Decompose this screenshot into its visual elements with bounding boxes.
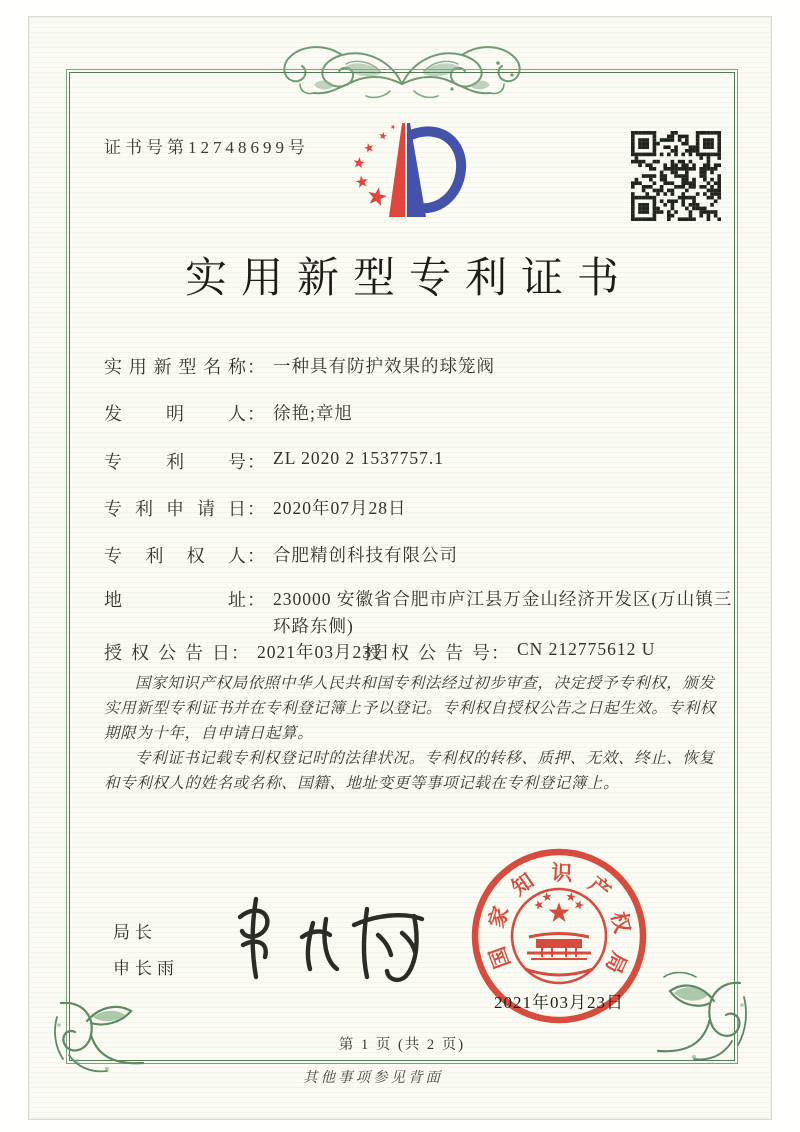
seal-date: 2021年03月23日 [494, 993, 624, 1012]
signer-name: 申长雨 [113, 959, 179, 978]
svg-text:知: 知 [507, 868, 539, 901]
signer-block [113, 915, 179, 987]
svg-text:产: 产 [583, 871, 616, 904]
svg-text:权: 权 [606, 909, 635, 936]
grant-number-pair: 授权公告号： CN 212775612 U [364, 639, 656, 663]
page-number: 第 1 页 (共 2 页) [338, 1037, 466, 1053]
field-label: 专利权人 [104, 546, 246, 566]
field-label: 实用新型名称 [104, 357, 246, 377]
field-row-address: 地址： 230000 安徽省合肥市庐江县万金山经济开发区(万山镇三环路东侧) [104, 586, 745, 640]
field-value: 一种具有防护效果的球笼阀 [273, 356, 495, 376]
signer-title: 局长 [113, 923, 157, 942]
legal-body-text [104, 671, 728, 796]
field-value: 230000 安徽省合肥市庐江县万金山经济开发区(万山镇三环路东侧) [273, 589, 733, 636]
bottom-right-vine-ornament [651, 969, 756, 1077]
back-side-note: 其他事项参见背面 [303, 1070, 443, 1086]
field-row-inventor: 发明人： 徐艳;章旭 [104, 400, 353, 426]
field-row-patentee: 专利权人： 合肥精创科技有限公司 [104, 542, 458, 568]
field-label: 专利号 [104, 452, 246, 472]
svg-text:识: 识 [550, 860, 573, 886]
certificate-title: 实用新型专利证书 [184, 256, 633, 302]
field-row-patent-number: 专利号： ZL 2020 2 1537757.1 [104, 448, 444, 472]
qr-code [631, 131, 721, 221]
field-row-filing-date: 专利申请日： 2020年07月28日 [104, 495, 407, 521]
field-row-invention-name: 实用新型名称： 一种具有防护效果的球笼阀 [104, 353, 495, 379]
legal-paragraph-1: 国家知识产权局依照中华人民共和国专利法经过初步审查，决定授予专利权，颁发实用新型专利证书并在专利登记簿上予以登记。专利权自授权公告之日起生效。专利权期限为十年，自申请日起算。 [104, 675, 716, 742]
cnipa-logo-icon [339, 111, 474, 229]
svg-text:国: 国 [484, 943, 515, 972]
field-label: 发明人 [104, 404, 246, 424]
svg-text:家: 家 [484, 903, 514, 931]
field-value: ZL 2020 2 1537757.1 [273, 448, 444, 468]
field-label: 专利申请日 [104, 499, 246, 519]
certificate-paper [28, 16, 772, 1120]
field-value: 合肥精创科技有限公司 [273, 545, 458, 565]
commissioner-signature [216, 883, 441, 993]
legal-paragraph-2: 专利证书记载专利权登记时的法律状况。专利权的转移、质押、无效、终止、恢复和专利权人的姓名或名称、国籍、地址变更等事项记载在专利登记簿上。 [104, 750, 715, 792]
certificate-number: 证书号第12748699号 [104, 138, 309, 157]
field-value: 徐艳;章旭 [273, 403, 353, 423]
field-value: 2020年07月28日 [273, 498, 407, 518]
field-label: 地址 [104, 590, 246, 610]
svg-text:局: 局 [600, 948, 632, 978]
grant-date-pair: 授权公告日： 2021年03月23日 [104, 642, 391, 663]
field-row-grant [104, 639, 656, 665]
